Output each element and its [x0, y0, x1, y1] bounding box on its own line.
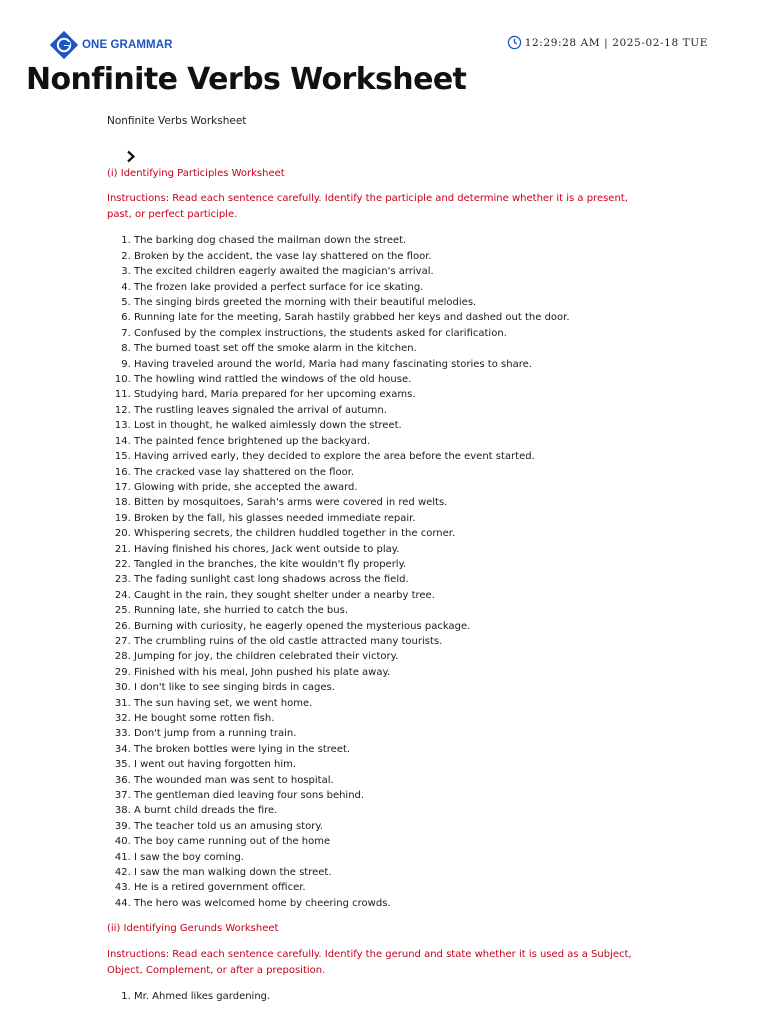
- gerund-question-list: [107, 989, 652, 1004]
- worksheet-question: 31. The sun having set, we went home.: [134, 696, 652, 711]
- worksheet-question: 26. Burning with curiosity, he eagerly opened the mysterious package.: [134, 619, 652, 634]
- worksheet-question: 2. Broken by the accident, the vase lay shattered on the floor.: [134, 249, 652, 264]
- worksheet-question: 9. Having traveled around the world, Maria had many fascinating stories to share.: [134, 357, 652, 372]
- instructions-participles: Instructions: Read each sentence carefully. Identify the participle and determine whether it is a present, past, or perfect participle.: [107, 193, 628, 221]
- worksheet-question: 17. Glowing with pride, she accepted the award.: [134, 480, 652, 495]
- worksheet-question: 8. The burned toast set off the smoke alarm in the kitchen.: [134, 341, 652, 356]
- worksheet-question: 29. Finished with his meal, John pushed his plate away.: [134, 665, 652, 680]
- worksheet-question: 15. Having arrived early, they decided to explore the area before the event started.: [134, 449, 652, 464]
- worksheet-question: 24. Caught in the rain, they sought shelter under a nearby tree.: [134, 588, 652, 603]
- worksheet-question: 18. Bitten by mosquitoes, Sarah's arms were covered in red welts.: [134, 495, 652, 510]
- worksheet-question: 40. The boy came running out of the home: [134, 834, 652, 849]
- worksheet-question: 5. The singing birds greeted the morning with their beautiful melodies.: [134, 295, 652, 310]
- worksheet-question: 19. Broken by the fall, his glasses needed immediate repair.: [134, 511, 652, 526]
- worksheet-question: 34. The broken bottles were lying in the street.: [134, 742, 652, 757]
- section-heading-participles: (i) Identifying Participles Worksheet: [107, 168, 285, 179]
- page-title: Nonfinite Verbs Worksheet: [26, 62, 467, 97]
- document-subtitle: Nonfinite Verbs Worksheet: [107, 115, 247, 127]
- worksheet-question: 20. Whispering secrets, the children huddled together in the corner.: [134, 526, 652, 541]
- worksheet-question: 38. A burnt child dreads the fire.: [134, 803, 652, 818]
- worksheet-question: 11. Studying hard, Maria prepared for her upcoming exams.: [134, 387, 652, 402]
- worksheet-question: 30. I don't like to see singing birds in cages.: [134, 680, 652, 695]
- brand-name: ONE GRAMMAR: [82, 39, 173, 51]
- worksheet-question: 41. I saw the boy coming.: [134, 850, 652, 865]
- worksheet-question: 39. The teacher told us an amusing story.: [134, 819, 652, 834]
- worksheet-question: 7. Confused by the complex instructions, the students asked for clarification.: [134, 326, 652, 341]
- worksheet-question: 12. The rustling leaves signaled the arrival of autumn.: [134, 403, 652, 418]
- worksheet-question: 43. He is a retired government officer.: [134, 880, 652, 895]
- worksheet-question: 37. The gentleman died leaving four sons behind.: [134, 788, 652, 803]
- worksheet-question: 44. The hero was welcomed home by cheering crowds.: [134, 896, 652, 911]
- worksheet-question: 3. The excited children eagerly awaited the magician's arrival.: [134, 264, 652, 279]
- brand-logo[interactable]: [48, 28, 173, 62]
- worksheet-question: 1. The barking dog chased the mailman down the street.: [134, 233, 652, 248]
- worksheet-content: [107, 166, 652, 1004]
- worksheet-question: 14. The painted fence brightened up the backyard.: [134, 434, 652, 449]
- worksheet-question: 10. The howling wind rattled the windows of the old house.: [134, 372, 652, 387]
- worksheet-question: 35. I went out having forgotten him.: [134, 757, 652, 772]
- worksheet-question: 22. Tangled in the branches, the kite wouldn't fly properly.: [134, 557, 652, 572]
- worksheet-question: 6. Running late for the meeting, Sarah hastily grabbed her keys and dashed out the door.: [134, 310, 652, 325]
- worksheet-question: 21. Having finished his chores, Jack went outside to play.: [134, 542, 652, 557]
- worksheet-question: 1. Mr. Ahmed likes gardening.: [134, 989, 652, 1004]
- worksheet-question: 33. Don't jump from a running train.: [134, 726, 652, 741]
- chevron-right-icon[interactable]: [125, 150, 137, 163]
- worksheet-question: 16. The cracked vase lay shattered on the floor.: [134, 465, 652, 480]
- datetime-text: 12:29:28 AM | 2025-02-18 TUE: [524, 36, 708, 49]
- worksheet-question: 25. Running late, she hurried to catch the bus.: [134, 603, 652, 618]
- datetime-display: [507, 35, 708, 50]
- clock-icon: [507, 35, 522, 50]
- worksheet-question: 42. I saw the man walking down the street.: [134, 865, 652, 880]
- worksheet-question: 23. The fading sunlight cast long shadows across the field.: [134, 572, 652, 587]
- worksheet-question: 27. The crumbling ruins of the old castle attracted many tourists.: [134, 634, 652, 649]
- instructions-gerunds: Instructions: Read each sentence carefully. Identify the gerund and state whether it is used as a Subject, Object, Complement, or after a preposition.: [107, 948, 632, 976]
- worksheet-question: 4. The frozen lake provided a perfect surface for ice skating.: [134, 280, 652, 295]
- participle-question-list: [107, 233, 652, 911]
- worksheet-question: 32. He bought some rotten fish.: [134, 711, 652, 726]
- one-grammar-logo-icon: [48, 29, 80, 61]
- worksheet-question: 28. Jumping for joy, the children celebrated their victory.: [134, 649, 652, 664]
- worksheet-question: 36. The wounded man was sent to hospital.: [134, 773, 652, 788]
- worksheet-question: 13. Lost in thought, he walked aimlessly down the street.: [134, 418, 652, 433]
- section-heading-gerunds: (ii) Identifying Gerunds Worksheet: [107, 923, 279, 935]
